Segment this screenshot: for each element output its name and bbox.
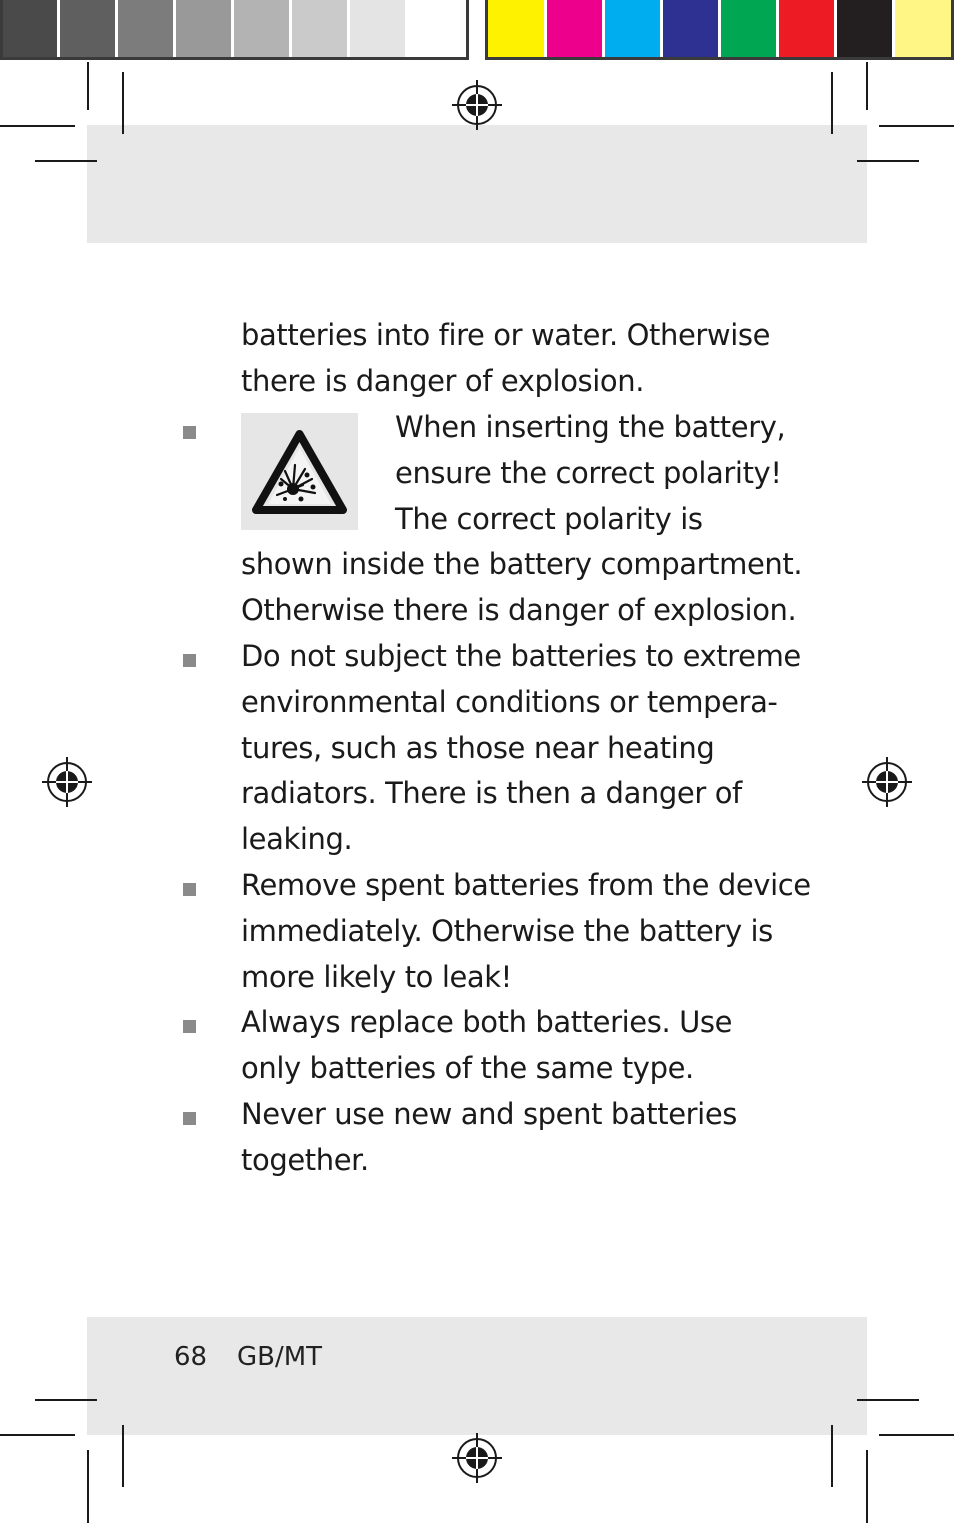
text-line: tures, such as those near heating [241, 730, 715, 765]
list-item-text [241, 1000, 781, 1092]
list-item-text [241, 863, 811, 1000]
text-line: leaking. [241, 822, 353, 857]
text-line: Remove spent batteries from the device [241, 868, 811, 902]
crop-mark [831, 72, 833, 134]
bullet-marker [183, 654, 196, 667]
header-band [87, 125, 867, 243]
text-line: more likely to leak! [241, 959, 512, 994]
continuation-paragraph [241, 313, 781, 405]
list-item-text [395, 405, 785, 542]
registration-mark-icon [452, 80, 502, 130]
registration-mark-icon [42, 757, 92, 807]
footer-band [87, 1317, 867, 1435]
text-line: When inserting the battery, [395, 410, 786, 444]
text-line: Otherwise there is danger of explosion. [241, 592, 797, 627]
text-line: environmental conditions or tempera- [241, 684, 778, 719]
text-line: immediately. Otherwise the battery is [241, 913, 773, 948]
explosive-warning-icon [241, 413, 358, 530]
crop-mark [35, 1399, 97, 1401]
crop-mark [122, 1425, 124, 1487]
text-line: only batteries of the same type. [241, 1050, 694, 1085]
text-line: Never use new and spent batteries [241, 1097, 737, 1131]
bullet-marker [183, 1112, 196, 1125]
list-item-text [241, 542, 803, 634]
crop-mark [0, 125, 75, 127]
text-line: ensure the correct polarity! [395, 455, 782, 490]
crop-mark [0, 1434, 75, 1436]
crop-mark [87, 62, 89, 110]
list-item-text [241, 1092, 781, 1184]
text-line: Always replace both batteries. Use [241, 1005, 733, 1039]
page-number: 68 [174, 1342, 208, 1372]
crop-mark [857, 1399, 919, 1401]
crop-mark [87, 1450, 89, 1523]
crop-mark [35, 160, 97, 162]
region-code: GB/MT [237, 1342, 323, 1372]
text-line: The correct polarity is [395, 501, 703, 536]
color-bar-frame [485, 0, 954, 60]
registration-mark-icon [862, 757, 912, 807]
bullet-marker [183, 426, 196, 439]
text-line: there is danger of explosion. [241, 363, 645, 398]
gray-bar-frame [0, 0, 469, 60]
bullet-marker [183, 1020, 196, 1033]
crop-mark [857, 160, 919, 162]
crop-mark [866, 1450, 868, 1523]
text-line: together. [241, 1142, 369, 1177]
text-line: shown inside the battery compartment. [241, 547, 803, 581]
text-line: Do not subject the batteries to extreme [241, 639, 801, 673]
crop-mark [879, 1434, 954, 1436]
crop-mark [122, 72, 124, 134]
text-line: batteries into fire or water. Otherwise [241, 318, 771, 352]
crop-mark [831, 1425, 833, 1487]
bullet-marker [183, 883, 196, 896]
crop-mark [866, 62, 868, 110]
registration-mark-icon [452, 1433, 502, 1483]
text-line: radiators. There is then a danger of [241, 776, 742, 811]
crop-mark [879, 125, 954, 127]
list-item-text [241, 634, 801, 863]
